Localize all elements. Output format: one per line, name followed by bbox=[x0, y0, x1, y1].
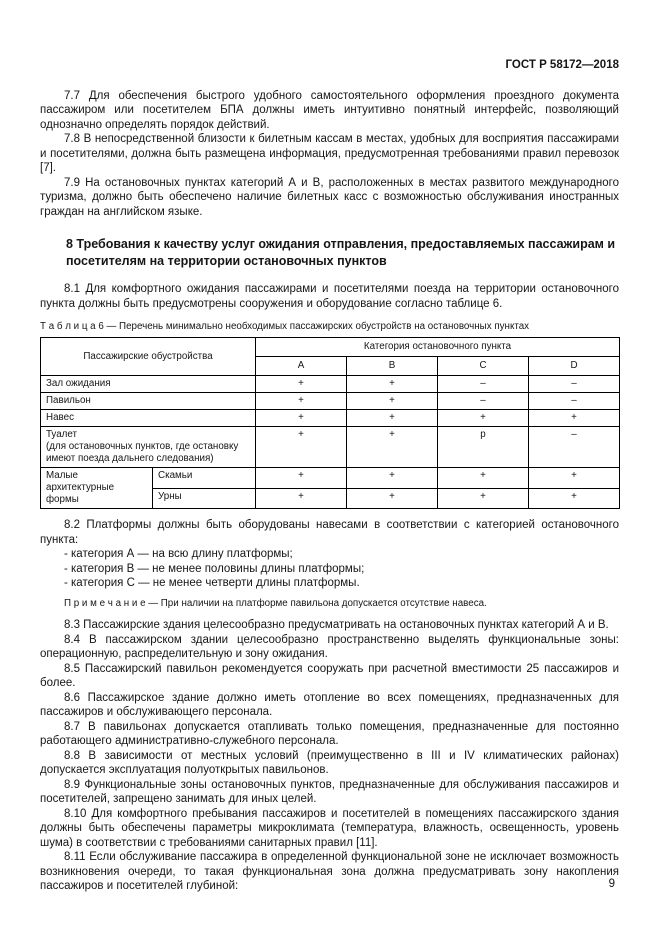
paragraph-8-2: 8.2 Платформы должны быть оборудованы навесами в соответствии с категорией остановочного пункта: bbox=[40, 519, 619, 546]
table-cell-value: + bbox=[529, 468, 620, 489]
paragraph-8-8: 8.8 В зависимости от местных условий (преимущественно в III и IV климатических районах) допускается эксплуатация полуоткрытых павильонов. bbox=[40, 749, 619, 776]
paragraph-7-8: 7.8 В непосредственной близости к билетным кассам в местах, удобных для восприятия пассажирами и посетителями, должна быть размещена информация, предусмотренная требованиями правил перевозок [7]. bbox=[40, 133, 619, 174]
paragraph-7-7: 7.7 Для обеспечения быстрого удобного самостоятельного оформления проездного документа пассажиром или посетителем БПА должны иметь интуитивно понятный интерфейс, позволяющий однозначно определять порядок действий. bbox=[40, 89, 619, 131]
table-cell-value: – bbox=[529, 393, 620, 410]
table-col-header-cat-a: А bbox=[256, 357, 347, 376]
paragraph-8-4: 8.4 В пассажирском здании целесообразно пространственно выделять функциональные зоны: операционную, распределительную и зону ожидания. bbox=[40, 633, 619, 660]
table-col-header-cat-c: С bbox=[438, 357, 529, 376]
table-cell-value: – bbox=[529, 427, 620, 468]
table-cell-value: – bbox=[529, 376, 620, 393]
table-cell-value: + bbox=[347, 427, 438, 468]
table-6-caption: Т а б л и ц а 6 — Перечень минимально необходимых пассажирских обустройств на остановочных пунктах bbox=[40, 321, 530, 332]
paragraph-8-10: 8.10 Для комфортного пребывания пассажиров и посетителей в помещениях пассажирского здания должны быть обеспечены параметры микроклимата (температура, влажность, освещенность, уровень шума) в соответствии с требованиями санитарных правил [11]. bbox=[40, 807, 619, 849]
table-cell-value: + bbox=[438, 468, 529, 489]
table-header-row bbox=[41, 338, 620, 357]
table-row bbox=[41, 468, 620, 489]
table-cell-value: – bbox=[438, 376, 529, 393]
paragraph-7-9: 7.9 На остановочных пунктах категорий А и В, расположенных в местах развитого международного туризма, должно быть обеспечено наличие билетных касс с возможностью обслуживания иностранных граждан на английском языке. bbox=[40, 176, 619, 218]
table-cell-label: Павильон bbox=[41, 393, 256, 410]
table-col-header-cat-b: В bbox=[347, 357, 438, 376]
table-cell-value: + bbox=[256, 410, 347, 427]
table-row bbox=[41, 427, 620, 468]
paragraph-8-5: 8.5 Пассажирский павильон рекомендуется сооружать при расчетной вместимости 25 пассажиров и более. bbox=[40, 662, 619, 689]
table-cell-sublabel: Скамьи bbox=[153, 468, 256, 489]
paragraph-8-1: 8.1 Для комфортного ожидания пассажирами и посетителями поезда на территории остановочного пункта должны быть предусмотрены сооружения и оборудование согласно таблице 6. bbox=[40, 283, 619, 310]
table-6 bbox=[40, 337, 620, 509]
table-cell-label bbox=[41, 427, 256, 468]
table-cell-label-main: Туалет bbox=[46, 429, 77, 440]
table-cell-value: + bbox=[347, 488, 438, 509]
list-item-category-c: - категория С — не менее четверти длины платформы. bbox=[64, 577, 360, 589]
table-cell-value: + bbox=[347, 376, 438, 393]
paragraph-8-3: 8.3 Пассажирские здания целесообразно предусматривать на остановочных пунктах категорий А и В. bbox=[64, 619, 609, 631]
table-cell-value: + bbox=[347, 468, 438, 489]
table-cell-value: – bbox=[438, 393, 529, 410]
table-cell-value: + bbox=[438, 410, 529, 427]
paragraph-8-6: 8.6 Пассажирское здание должно иметь отопление во всех помещениях, предназначенных для пассажиров и обслуживающего персонала. bbox=[40, 691, 619, 718]
table-group-header-category: Категория остановочного пункта bbox=[256, 338, 620, 357]
table-cell-sublabel: Урны bbox=[153, 488, 256, 509]
doc-number: ГОСТ Р 58172—2018 bbox=[505, 59, 619, 71]
page-number: 9 bbox=[608, 878, 615, 890]
table-cell-label-note: (для остановочных пунктов, где остановку имеют поезда дальнего следования) bbox=[46, 441, 239, 464]
paragraph-8-7: 8.7 В павильонах допускается отапливать только помещения, предназначенные для постоянно работающего административно-служебного персонала. bbox=[40, 720, 619, 747]
table-cell-value: + bbox=[256, 488, 347, 509]
paragraph-8-9: 8.9 Функциональные зоны остановочных пунктов, предназначенные для обслуживания пассажиров и посетителей, запрещено занимать для иных целей. bbox=[40, 778, 619, 805]
table-cell-value: + bbox=[256, 427, 347, 468]
paragraph-8-11: 8.11 Если обслуживание пассажира в определенной функциональной зоне не исключает возможность возникновения очереди, то такая функциональная зона должна предусматривать зону накопления пассажиров и посетителей глубиной: bbox=[40, 851, 619, 892]
table-cell-value: + bbox=[438, 488, 529, 509]
table-cell-value: + bbox=[347, 410, 438, 427]
table-row bbox=[41, 410, 620, 427]
table-cell-group-label: Малые архитектурные формы bbox=[41, 468, 153, 509]
table-cell-value: + bbox=[529, 488, 620, 509]
table-col-header-cat-d: D bbox=[529, 357, 620, 376]
table-col-header-facilities: Пассажирские обустройства bbox=[41, 338, 256, 376]
note-8-2: П р и м е ч а н и е — При наличии на платформе павильона допускается отсутствие навеса. bbox=[64, 597, 487, 609]
table-cell-value: + bbox=[529, 410, 620, 427]
table-row bbox=[41, 393, 620, 410]
table-cell-label: Навес bbox=[41, 410, 256, 427]
list-item-category-b: - категория В — не менее половины длины платформы; bbox=[64, 562, 365, 575]
section-8-heading: 8 Требования к качеству услуг ожидания отправления, предоставляемых пассажирам и посетителям на территории остановочных пунктов bbox=[66, 237, 616, 268]
list-item-category-a: - категория А — на всю длину платформы; bbox=[64, 548, 293, 560]
table-cell-label: Зал ожидания bbox=[41, 376, 256, 393]
table-row bbox=[41, 376, 620, 393]
table-cell-value: р bbox=[438, 427, 529, 468]
table-cell-value: + bbox=[347, 393, 438, 410]
table-cell-value: + bbox=[256, 393, 347, 410]
table-cell-value: + bbox=[256, 376, 347, 393]
table-cell-value: + bbox=[256, 468, 347, 489]
